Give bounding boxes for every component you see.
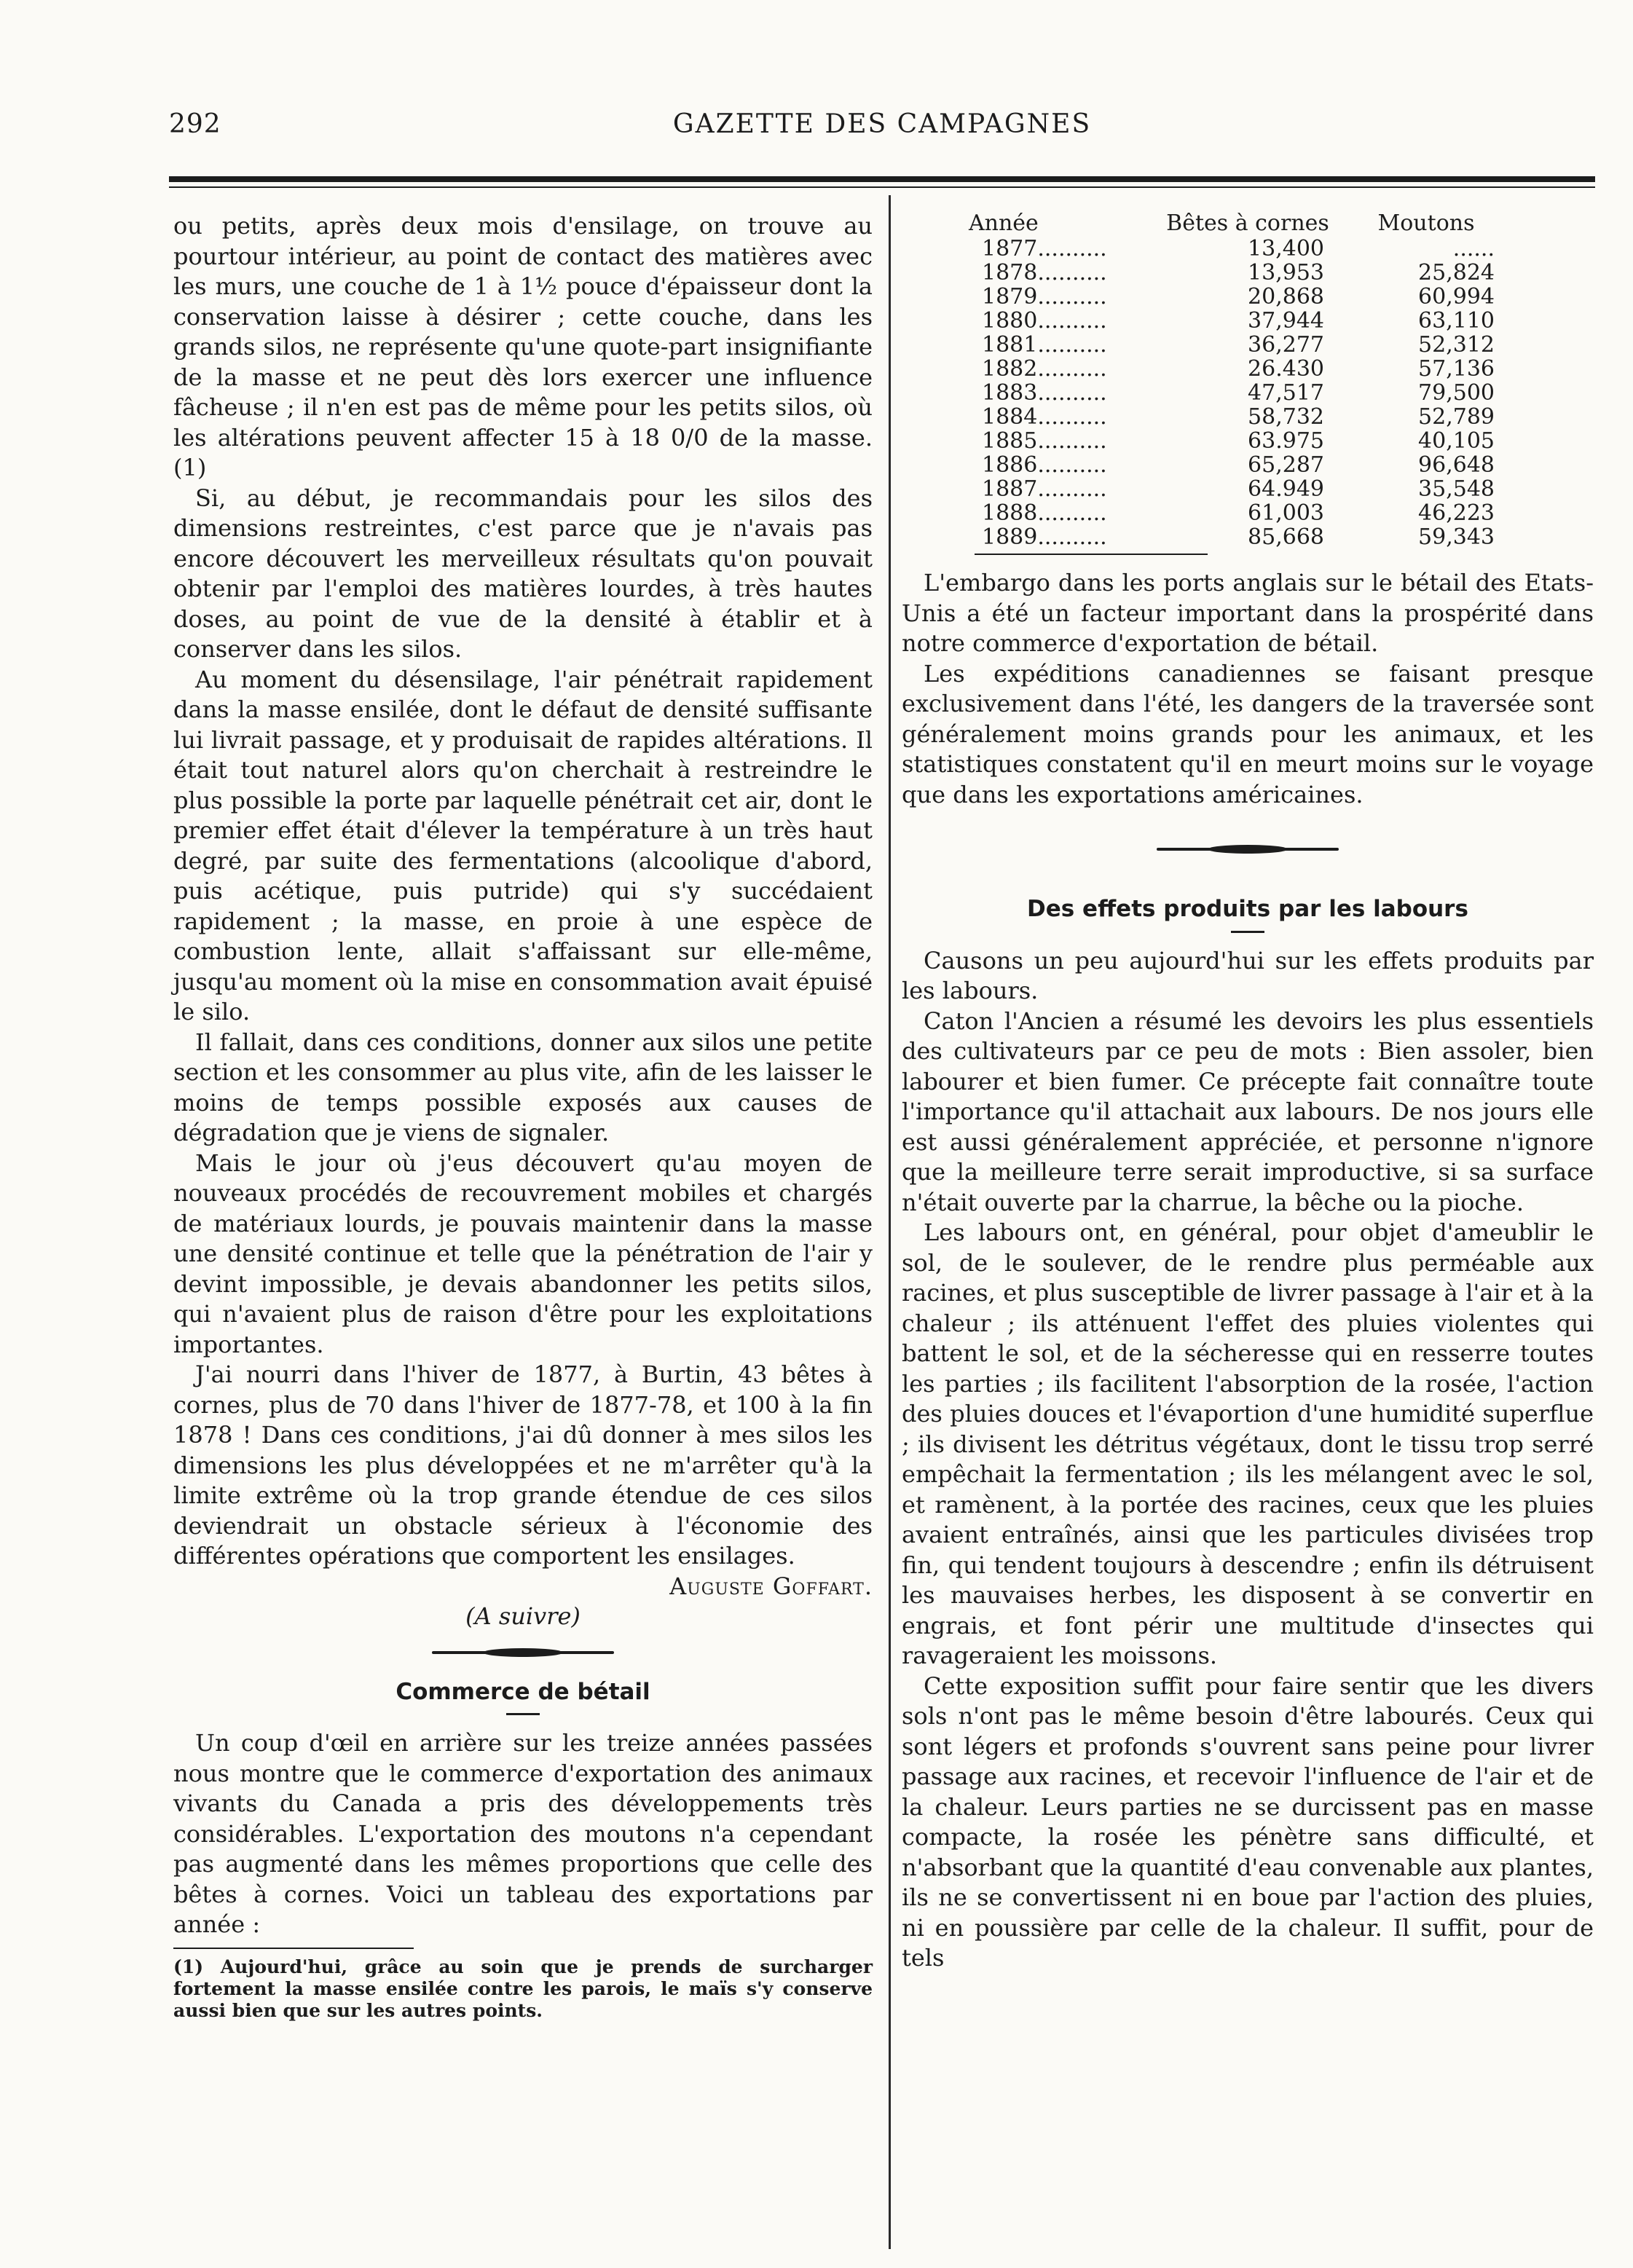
cattle-cell: 26.430: [1248, 356, 1324, 382]
header-sheep: Moutons: [1377, 210, 1475, 236]
footnote-rule: [173, 1948, 414, 1949]
table-end-rule: [975, 554, 1208, 555]
year-cell: 1879..........: [982, 284, 1107, 310]
to-be-continued: (A suivre): [465, 1602, 581, 1630]
section-title-labours: Des effets produits par les labours: [1027, 896, 1468, 922]
export-table: [902, 211, 1594, 549]
paragraph: Un coup d'œil en arrière sur les treize années passées nous montre que le commerce d'exportation des animaux vivants du Canada a pris des développements très considérables. L'exportation des moutons n'a cependant pas augmenté dans les mêmes proportions que celle des bêtes à cornes. Voici un tableau des exportations par année :: [173, 1729, 873, 1938]
right-column: [902, 211, 1594, 1974]
paragraph: Il fallait, dans ces conditions, donner aux silos une petite section et les consommer au plus vite, afin de les laisser le moins de temps possible exposés aux causes de dégradation que je viens de signaler.: [173, 1028, 873, 1146]
sheep-cell: 63,110: [1418, 308, 1495, 334]
table-row: [902, 333, 1594, 357]
sheep-cell: 35,548: [1418, 476, 1495, 502]
table-row: [902, 405, 1594, 429]
cattle-cell: 36,277: [1248, 332, 1324, 358]
author-signature: Auguste Goffart.: [669, 1572, 873, 1600]
sheep-cell: 52,789: [1418, 404, 1495, 430]
sheep-cell: 46,223: [1418, 500, 1495, 526]
table-row: [902, 261, 1594, 285]
table-row: [902, 501, 1594, 525]
cattle-cell: 65,287: [1248, 452, 1324, 478]
table-row: [902, 357, 1594, 381]
section-ornament: [173, 1632, 873, 1672]
table-body: [902, 237, 1594, 549]
paragraph: ou petits, après deux mois d'ensilage, on trouve au pourtour intérieur, au point de contact des matières avec les murs, une couche de 1 à 1½ pouce d'épaisseur dont la conservation laisse à désirer ; cette couche, dans les grands silos, ne représente qu'une quote-part insignifiante de la masse et ne peut dès lors exercer une influence fâcheuse ; il n'en est pas de même pour les petits silos, où les altérations peuvent affecter 15 à 18 0/0 de la masse. (1): [173, 212, 873, 481]
year-cell: 1889..........: [982, 524, 1107, 550]
paragraph: J'ai nourri dans l'hiver de 1877, à Burtin, 43 bêtes à cornes, plus de 70 dans l'hiver de 1877-78, et 100 à la fin 1878 ! Dans ces conditions, j'ai dû donner à mes silos les dimensions les plus développées et ne m'arrêter qu'à la limite extrême où la trop grande étendue de ces silos deviendrait un obstacle sérieux à l'économie des différentes opérations que comportent les ensilages.: [173, 1361, 873, 1570]
cattle-cell: 64.949: [1248, 476, 1324, 502]
paragraph: Cette exposition suffit pour faire sentir que les divers sols n'ont pas le même besoin d'être labourés. Ceux qui sont légers et profonds s'ouvrent sans peine pour livrer passage aux racines, et recevoir l'influence de l'air et de la chaleur. Leurs parties ne se durcissent pas en masse compacte, la rosée les pénètre sans difficulté, et n'absorbant que la quantité d'eau convenable aux plantes, ils ne se convertissent ni en boue par l'action des pluies, ni en poussière par celle de la chaleur. Il suffit, pour de tels: [902, 1672, 1594, 1972]
table-row: [902, 285, 1594, 309]
sheep-cell: 57,136: [1418, 356, 1495, 382]
sheep-cell: 59,343: [1418, 524, 1495, 550]
page-number: 292: [169, 109, 221, 139]
sheep-cell: ......: [1452, 236, 1495, 261]
year-cell: 1877..........: [982, 236, 1107, 261]
year-cell: 1882..........: [982, 356, 1107, 382]
table-row: [902, 309, 1594, 333]
table-row: [902, 381, 1594, 405]
sheep-cell: 52,312: [1418, 332, 1495, 358]
paragraph: L'embargo dans les ports anglais sur le bétail des Etats-Unis a été un facteur important dans la prospérité dans notre commerce d'exportation de bétail.: [902, 569, 1594, 657]
year-cell: 1881..........: [982, 332, 1107, 358]
cattle-cell: 13,400: [1248, 236, 1324, 261]
table-row: [902, 477, 1594, 501]
running-title: GAZETTE DES CAMPAGNES: [672, 109, 1092, 139]
cattle-cell: 13,953: [1248, 260, 1324, 286]
paragraph: Si, au début, je recommandais pour les silos des dimensions restreintes, c'est parce que je n'avais pas encore découvert les merveilleux résultats qu'on pouvait obtenir par l'emploi des matières lourdes, à très hautes doses, au point de vue de la densité à établir et à conserver dans les silos.: [173, 484, 873, 663]
cattle-cell: 63.975: [1248, 428, 1324, 454]
year-cell: 1883..........: [982, 380, 1107, 406]
cattle-cell: 47,517: [1248, 380, 1324, 406]
sheep-cell: 79,500: [1418, 380, 1495, 406]
year-cell: 1887..........: [982, 476, 1107, 502]
paragraph: Les labours ont, en général, pour objet d'ameublir le sol, de le soulever, de le rendre plus perméable aux racines, et plus susceptible de livrer passage à l'air et à la chaleur ; ils atténuent l'effet des pluies violentes qui battent le sol, et de la sécheresse qui en resserre toutes les parties ; ils facilitent l'absorption de la rosée, l'action des pluies douces et l'évaportion d'une humidité superflue ; ils divisent les détritus végétaux, dont le tissu trop serré empêchait la fermentation ; ils les mélangent avec le sol, et ramènent, à la portée des racines, ceux que les pluies avaient entraînés, ainsi que les particules divisées trop fin, qui tendent toujours à descendre ; enfin ils détruisent les mauvaises herbes, les disposent à se convertir en engrais, et font périr une multitude d'insectes qui ravageraient les moissons.: [902, 1218, 1594, 1669]
header-rule-thin: [169, 186, 1595, 188]
paragraph: Mais le jour où j'eus découvert qu'au moyen de nouveaux procédés de recouvrement mobiles et chargés de matériaux lourds, je pouvais maintenir dans la masse une densité continue et telle que la pénétration de l'air y devint impossible, je devais abandonner les petits silos, qui n'avaient plus de raison d'être pour les exploitations importantes.: [173, 1149, 873, 1358]
cattle-cell: 58,732: [1248, 404, 1324, 430]
section-title-commerce: Commerce de bétail: [396, 1678, 650, 1705]
sheep-cell: 40,105: [1418, 428, 1495, 454]
year-cell: 1884..........: [982, 404, 1107, 430]
cattle-cell: 37,944: [1248, 308, 1324, 334]
paragraph: Les expéditions canadiennes se faisant presque exclusivement dans l'été, les dangers de la traversée sont généralement moins grands pour les animaux, et les statistiques constatent qu'il en meurt moins sur le voyage que dans les exportations américaines.: [902, 659, 1594, 808]
sheep-cell: 96,648: [1418, 452, 1495, 478]
section-ornament: [902, 829, 1594, 868]
year-cell: 1888..........: [982, 500, 1107, 526]
footnote: (1) Aujourd'hui, grâce au soin que je prends de surcharger fortement la masse ensilée contre les parois, le maïs s'y conserve aussi bien que sur les autres points.: [173, 1956, 873, 2021]
cattle-cell: 85,668: [1248, 524, 1324, 550]
paragraph: Au moment du désensilage, l'air pénétrait rapidement dans la masse ensilée, dont le défaut de densité suffisante lui livrait passage, et y produisait de rapides altérations. Il était tout naturel alors qu'on cherchait à restreindre le plus possible la porte par laquelle pénétrait cet air, dont le premier effet était d'élever la température à un très haut degré, par suite des fermentations (alcoolique d'abord, puis acétique, puis putride) qui s'y succédaient rapidement ; la masse, en proie à une espèce de combustion lente, allait s'affaissant sur elle-même, jusqu'au moment où la mise en consommation avait épuisé le silo.: [173, 665, 873, 1025]
sheep-cell: 60,994: [1418, 284, 1495, 310]
table-row: [902, 237, 1594, 261]
header-cattle: Bêtes à cornes: [1166, 210, 1329, 236]
header-rule: [169, 176, 1595, 182]
title-dash: [506, 1713, 540, 1715]
page-header: [169, 109, 1595, 150]
table-row: [902, 453, 1594, 477]
header-year: Année: [969, 210, 1039, 236]
cattle-cell: 20,868: [1248, 284, 1324, 310]
table-header: [902, 211, 1594, 235]
column-divider: [889, 195, 891, 2249]
sheep-cell: 25,824: [1418, 260, 1495, 286]
paragraph: Caton l'Ancien a résumé les devoirs les plus essentiels des cultivateurs par ce peu de mots : Bien assoler, bien labourer et bien fumer. Ce précepte fait connaître toute l'importance qu'il attachait aux labours. De nos jours elle est aussi généralement appréciée, et personne n'ignore que la meilleure terre serait improductive, si sa surface n'était ouverte par la charrue, la bêche ou la pioche.: [902, 1007, 1594, 1216]
table-row: [902, 429, 1594, 453]
paragraph: Causons un peu aujourd'hui sur les effets produits par les labours.: [902, 946, 1594, 1004]
year-cell: 1880..........: [982, 308, 1107, 334]
cattle-cell: 61,003: [1248, 500, 1324, 526]
left-column: [173, 211, 873, 2022]
year-cell: 1886..........: [982, 452, 1107, 478]
year-cell: 1878..........: [982, 260, 1107, 286]
table-row: [902, 525, 1594, 549]
year-cell: 1885..........: [982, 428, 1107, 454]
title-dash: [1231, 931, 1264, 933]
